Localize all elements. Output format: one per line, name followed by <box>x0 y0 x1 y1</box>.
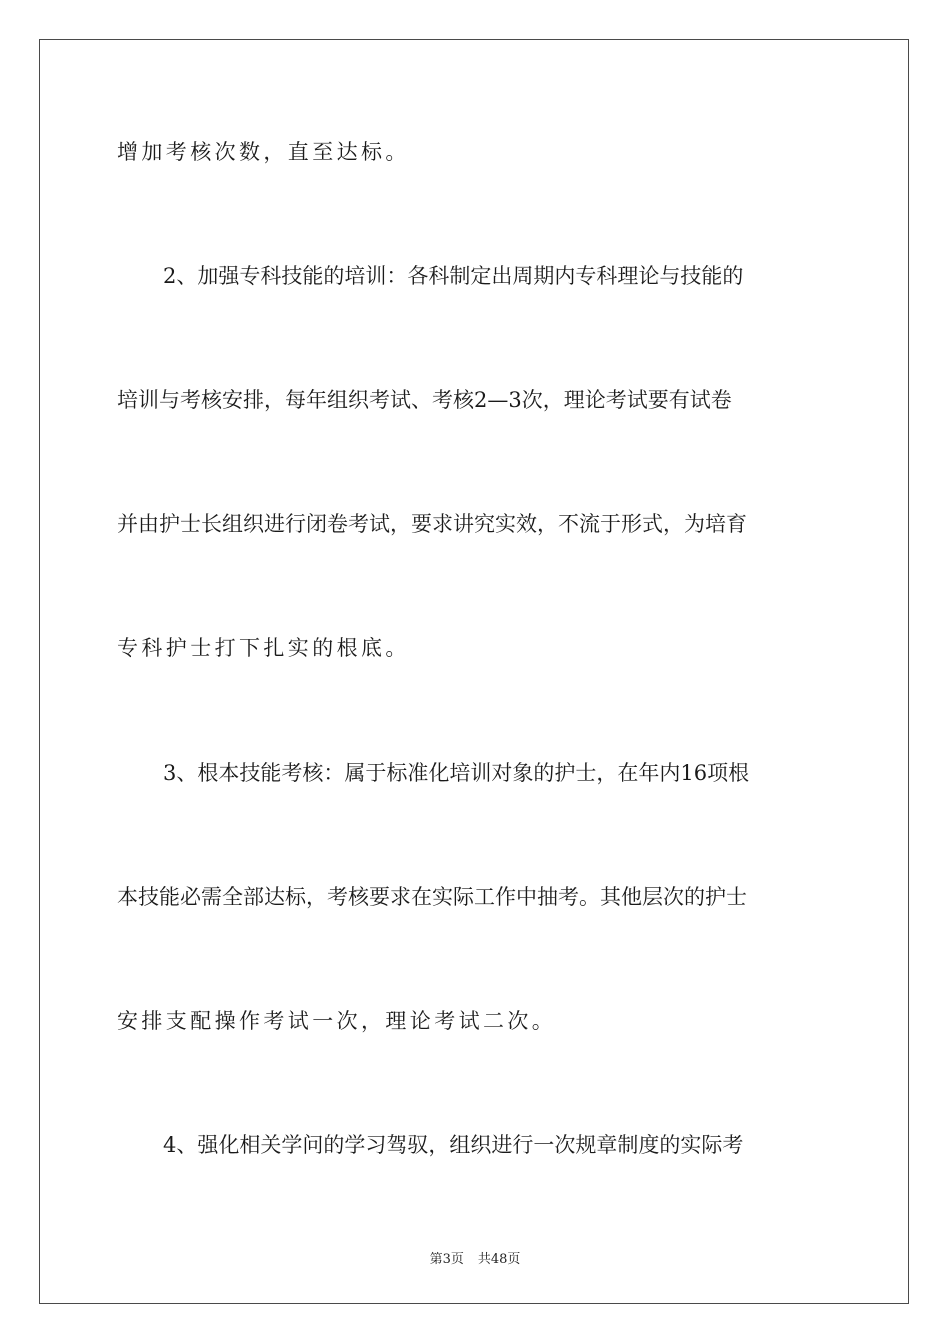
paragraph-line-8: 安排支配操作考试一次，理论考试二次。 <box>117 1009 557 1033</box>
paragraph-line-6: 3、根本技能考核：属于标准化培训对象的护士，在年内16项根 <box>163 761 750 785</box>
paragraph-line-2: 2、加强专科技能的培训：各科制定出周期内专科理论与技能的 <box>163 264 744 288</box>
page-total: 共48页 <box>477 1252 521 1267</box>
page-border <box>39 39 909 1304</box>
page-footer <box>0 1248 950 1267</box>
paragraph-line-7: 本技能必需全部达标，考核要求在实际工作中抽考。其他层次的护士 <box>117 885 747 909</box>
paragraph-line-4: 并由护士长组织进行闭卷考试，要求讲究实效，不流于形式，为培育 <box>117 512 747 536</box>
paragraph-line-5: 专科护士打下扎实的根底。 <box>117 636 410 660</box>
paragraph-line-3: 培训与考核安排，每年组织考试、考核2—3次，理论考试要有试卷 <box>117 388 732 412</box>
paragraph-line-9: 4、强化相关学问的学习驾驭，组织进行一次规章制度的实际考 <box>163 1133 744 1157</box>
paragraph-line-1: 增加考核次数，直至达标。 <box>117 140 410 164</box>
page-number: 第3页 <box>429 1252 464 1267</box>
